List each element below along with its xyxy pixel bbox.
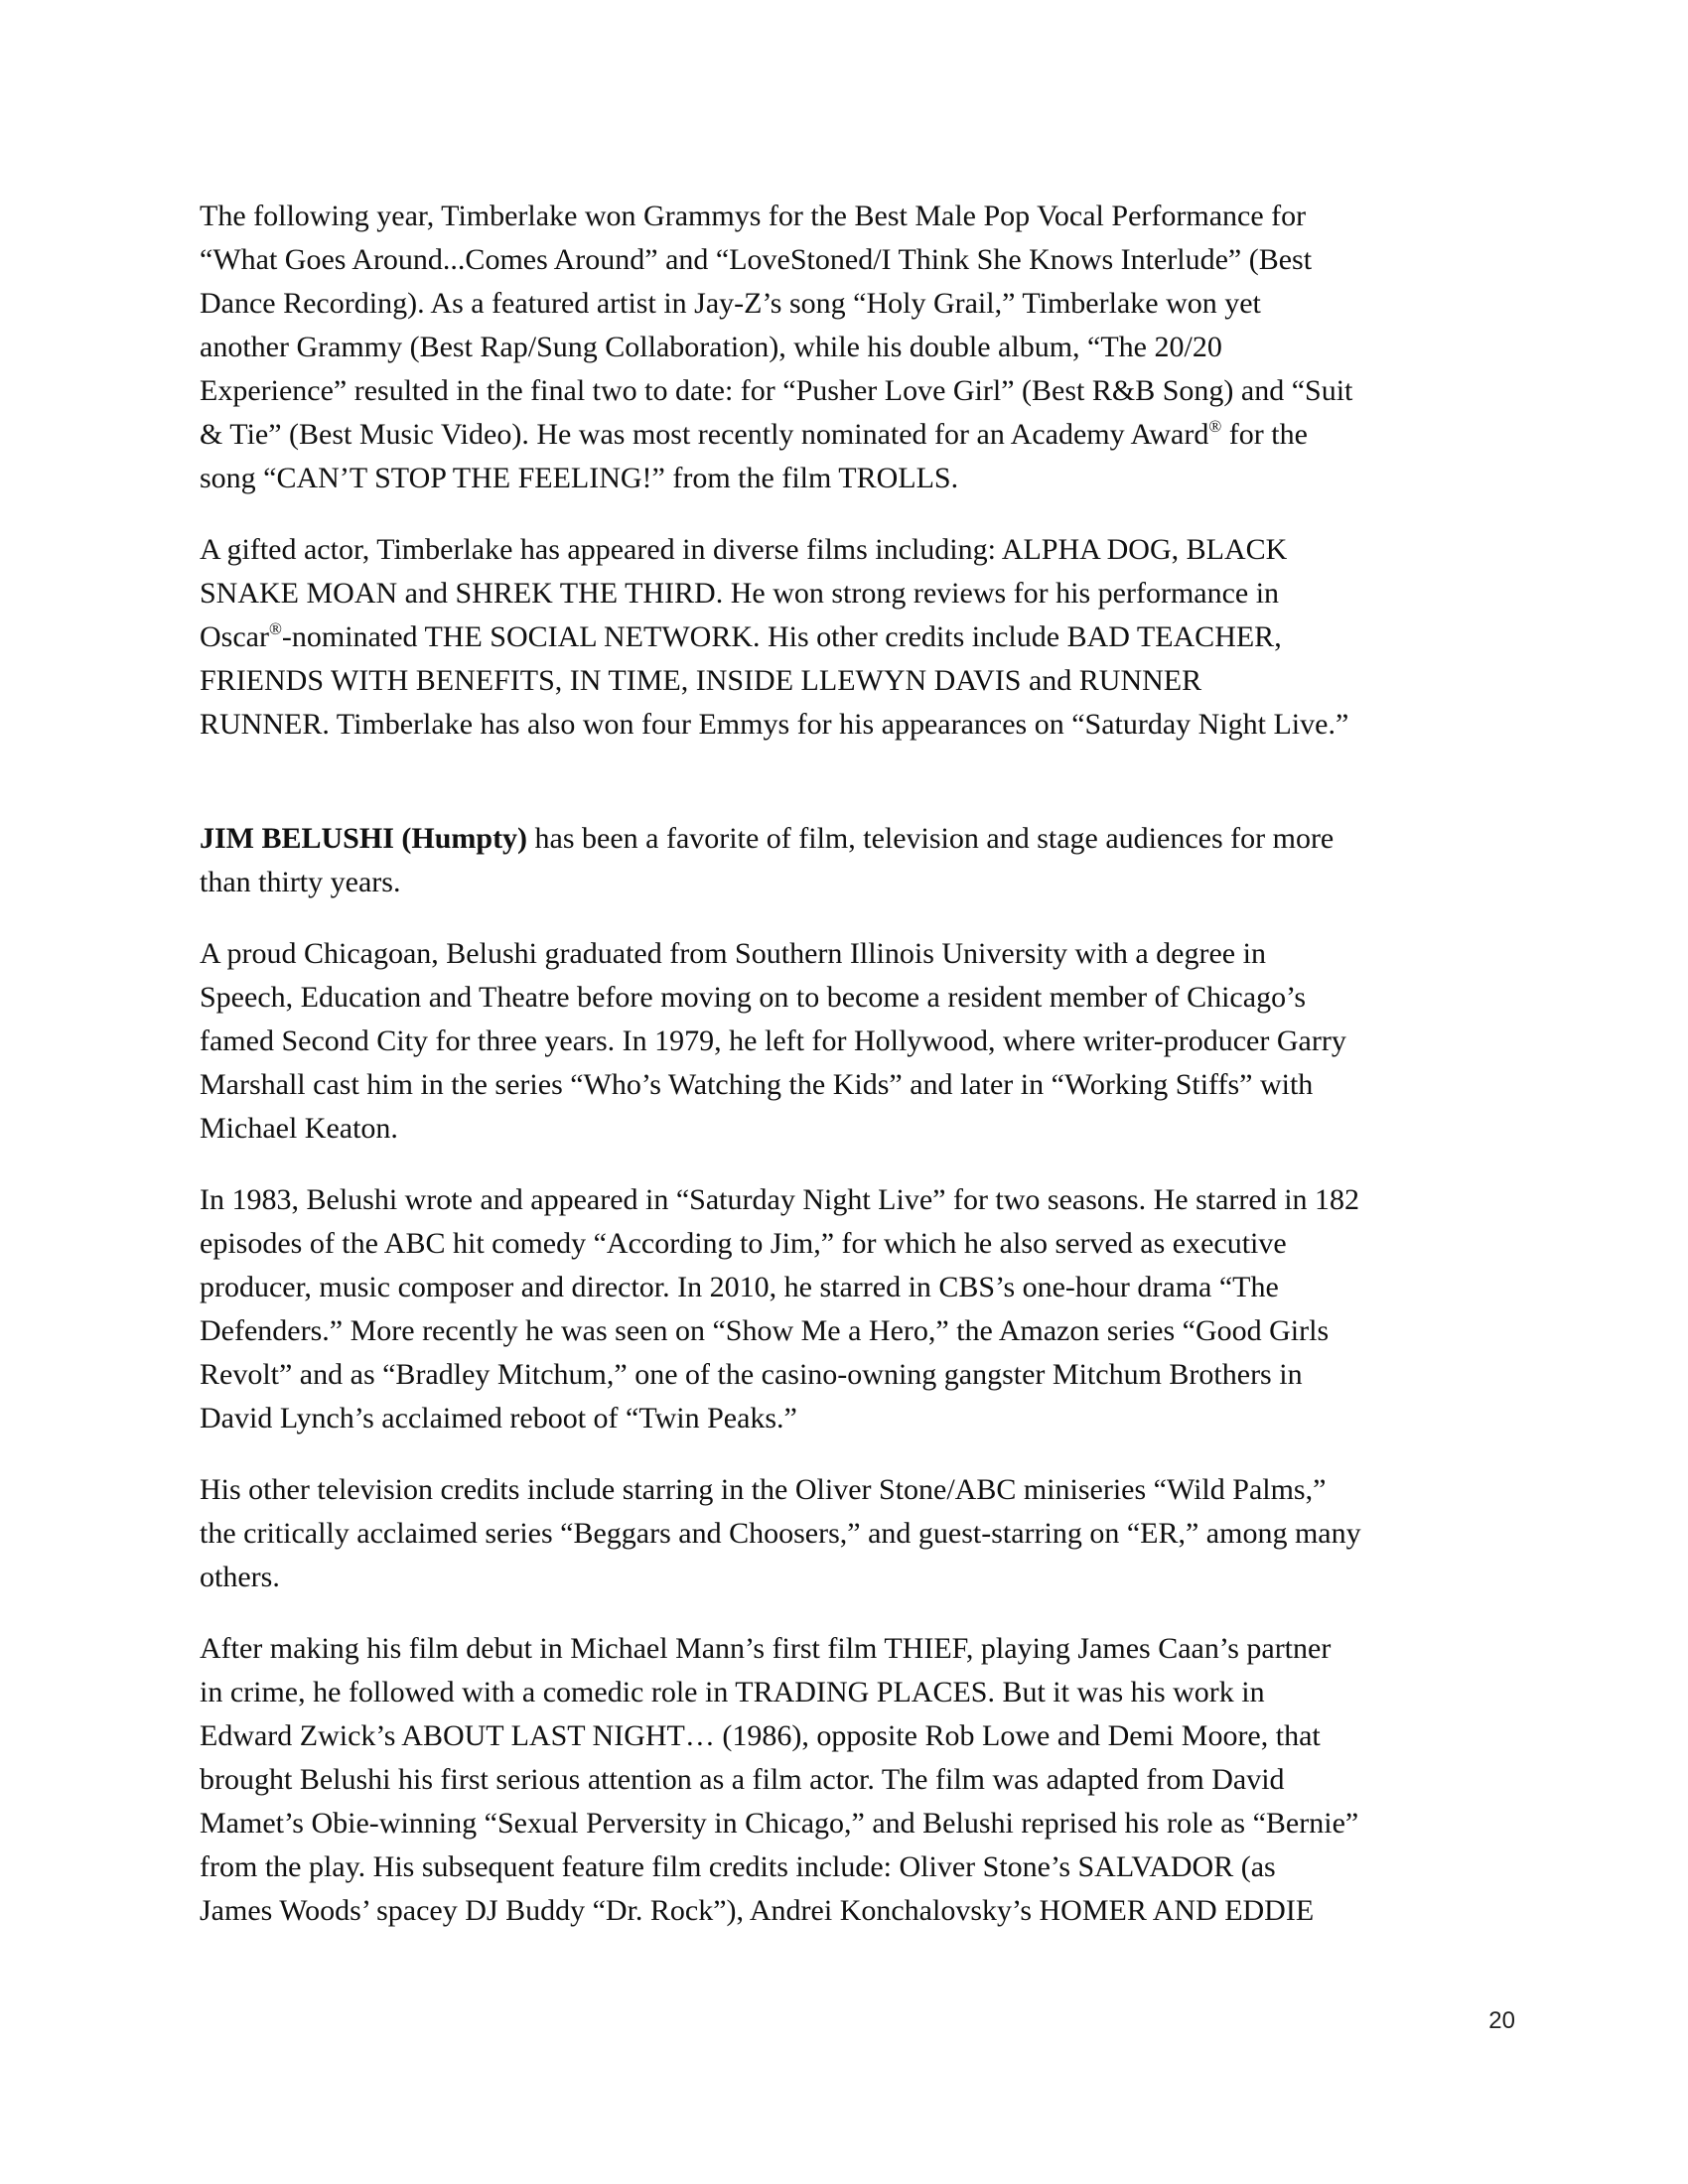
paragraph-text: for the song “CAN’T STOP THE FEELING!” from the film TROLLS. [200, 418, 1308, 494]
paragraph-belushi-chicago: A proud Chicagoan, Belushi graduated from Southern Illinois University with a degree in Speech, Education and Theatre before moving on to become a resident member of Chicago’s famed Second City for three years. In 1979, he left for Hollywood, where writer-producer Garry Marshall cast him in the series “Who’s Watching the Kids” and later in “Working Stiffs” with Michael Keaton. [200, 937, 1346, 1145]
document-body [200, 195, 1502, 1933]
registered-mark: ® [1208, 417, 1222, 436]
registered-mark: ® [268, 619, 282, 638]
paragraph-text: has been a favorite of film, television and stage audiences for more than thirty years. [200, 822, 1335, 898]
cast-name-heading: JIM BELUSHI (Humpty) [200, 822, 528, 855]
paragraph-belushi-intro [200, 817, 1502, 904]
paragraph-belushi-films: After making his film debut in Michael Mann’s first film THIEF, playing James Caan’s partner in crime, he followed with a comedic role in TRADING PLACES. But it was his work in Edward Zwick’s ABOUT LAST NIGHT… (1986), opposite Rob Lowe and Demi Moore, that brought Belushi his first serious attention as a film actor. The film was adapted from David Mamet’s Obie-winning “Sexual Perversity in Chicago,” and Belushi reprised his role as “Bernie” from the play. His subsequent feature film credits include: Oliver Stone’s SALVADOR (as James Woods’ spacey DJ Buddy “Dr. Rock”), Andrei Konchalovsky’s HOMER AND EDDIE [200, 1632, 1359, 1927]
paragraph-timberlake-grammys [200, 195, 1502, 500]
paragraph-belushi-tv: His other television credits include starring in the Oliver Stone/ABC miniseries “Wild Palms,” the critically acclaimed series “Beggars and Choosers,” and guest-starring on “ER,” among many others. [200, 1473, 1361, 1593]
paragraph-belushi-snl: In 1983, Belushi wrote and appeared in “Saturday Night Live” for two seasons. He starred in 182 episodes of the ABC hit comedy “According to Jim,” for which he also served as executive producer, music composer and director. In 2010, he starred in CBS’s one-hour drama “The Defenders.” More recently he was seen on “Show Me a Hero,” the Amazon series “Good Girls Revolt” and as “Bradley Mitchum,” one of the casino-owning gangster Mitchum Brothers in David Lynch’s acclaimed reboot of “Twin Peaks.” [200, 1183, 1360, 1434]
paragraph-text: A gifted actor, Timberlake has appeared in diverse films including: ALPHA DOG, BLACK SNAKE MOAN and SHREK THE THIRD. He won strong reviews for his performance in Oscar [200, 533, 1288, 653]
paragraph-text: -nominated THE SOCIAL NETWORK. His other credits include BAD TEACHER, FRIENDS WITH BENEFITS, IN TIME, INSIDE LLEWYN DAVIS and RUNNER RUNNER. Timberlake has also won four Emmys for his appearances on “Saturday Night Live.” [200, 620, 1349, 741]
paragraph-timberlake-films [200, 528, 1502, 747]
page-number: 20 [1488, 2007, 1515, 2034]
paragraph-text: The following year, Timberlake won Grammys for the Best Male Pop Vocal Performance for “What Goes Around...Comes Around” and “LoveStoned/I Think She Knows Interlude” (Best Dance Recording). As a featured artist in Jay-Z’s song “Holy Grail,” Timberlake won yet another Grammy (Best Rap/Sung Collaboration), while his double album, “The 20/20 Experience” resulted in the final two to date: for “Pusher Love Girl” (Best R&B Song) and “Suit & Tie” (Best Music Video). He was most recently nominated for an Academy Award [200, 200, 1353, 451]
